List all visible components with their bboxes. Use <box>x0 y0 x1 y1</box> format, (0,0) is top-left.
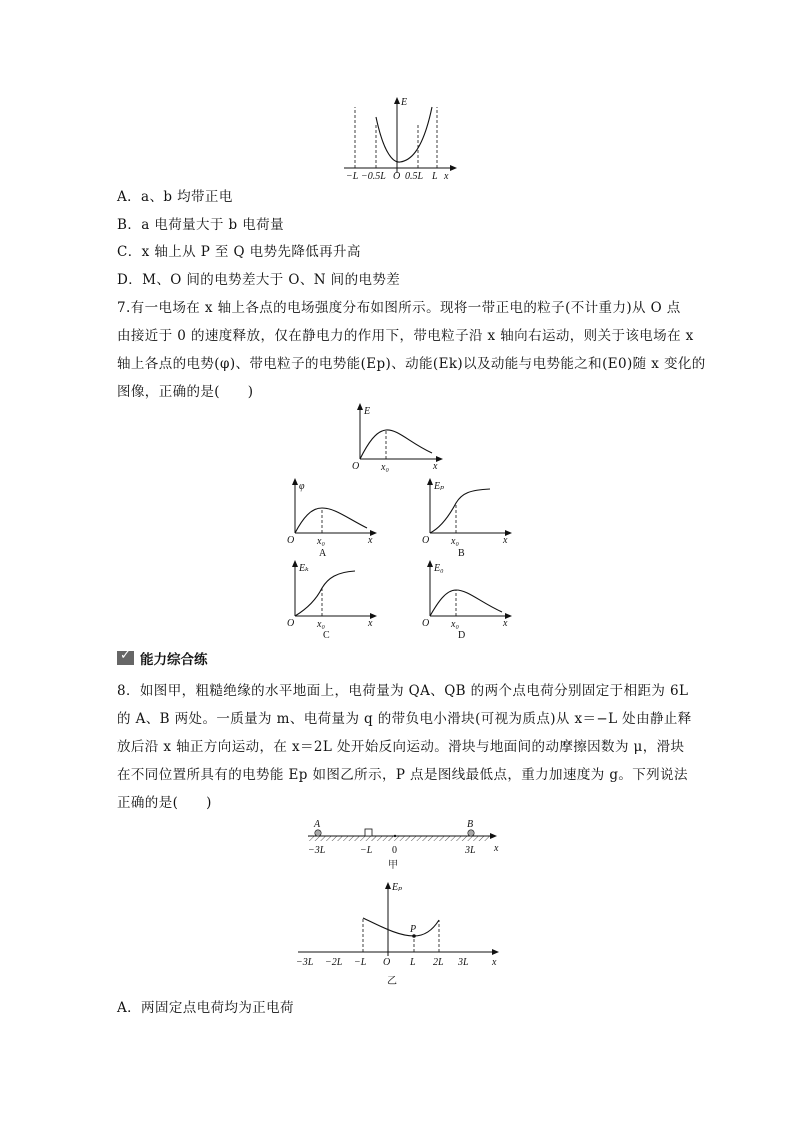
axis-label-x: x <box>433 461 438 472</box>
caption: D <box>458 630 466 641</box>
caption: C <box>323 630 330 641</box>
caption: A <box>319 548 327 559</box>
origin-label: O <box>352 461 360 472</box>
checkmark-icon <box>117 651 134 665</box>
tick-neg-l: −L <box>346 171 359 182</box>
axis-label: Eₚ <box>392 882 403 893</box>
q7-stem-line3: 轴上各点的电势(φ)、带电粒子的电势能(Ep)、动能(Ek)以及动能与电势能之和(E0)随 x 变化的 <box>117 356 706 372</box>
axis-label-x: x <box>444 171 449 182</box>
tick-zero: 0 <box>392 845 397 856</box>
tick-x0: x₀ <box>451 619 459 630</box>
axis-label-e: E <box>401 97 408 108</box>
q8-stem-line3: 放后沿 x 轴正方向运动，在 x＝2L 处开始反向运动。滑块与地面间的动摩擦因数为 μ，滑块 <box>117 739 685 755</box>
origin-label: O <box>287 618 295 629</box>
figure-q7-option-a <box>285 478 385 558</box>
caption: 乙 <box>387 976 397 987</box>
label-a: A <box>314 819 321 830</box>
axis-label-x: x <box>492 957 497 968</box>
origin-label: O <box>422 535 430 546</box>
point-p-label: P <box>410 924 417 935</box>
figure-q7-e-vs-x <box>348 403 448 473</box>
q8-stem-line1: 8．如图甲，粗糙绝缘的水平地面上，电荷量为 QA、QB 的两个点电荷分别固定于相距为 6L <box>117 683 689 699</box>
q6-option-b: B．a 电荷量大于 b 电荷量 <box>117 217 284 233</box>
caption: 甲 <box>388 860 398 871</box>
tick-3l: 3L <box>458 957 469 968</box>
tick-l: L <box>410 957 416 968</box>
q8-stem-line4: 在不同位置所具有的电势能 Ep 如图乙所示，P 点是图线最低点，重力加速度为 g。下列说法 <box>117 767 688 783</box>
tick-half-l: 0.5L <box>405 171 424 182</box>
q6-option-a: A．a、b 均带正电 <box>117 189 233 205</box>
tick-neg-l: −L <box>354 957 367 968</box>
origin-label: O <box>393 171 401 182</box>
axis-label-x: x <box>368 618 373 629</box>
section-title: 能力综合练 <box>140 652 208 668</box>
axis-label: φ <box>299 481 305 492</box>
origin-label: O <box>383 957 391 968</box>
tick-neg-2l: −2L <box>325 957 343 968</box>
caption: B <box>458 548 465 559</box>
axis-label: Eₖ <box>299 563 309 574</box>
q8-stem-line2: 的 A、B 两处。一质量为 m、电荷量为 q 的带负电小滑块(可视为质点)从 x＝−L 处由静止释 <box>117 711 692 727</box>
q7-stem-line2: 由接近于 0 的速度释放，仅在静电力的作用下，带电粒子沿 x 轴向右运动，则关于该电场在 x <box>117 328 694 344</box>
tick-3l: 3L <box>465 845 476 856</box>
q7-stem-line4: 图像，正确的是( ) <box>117 384 254 400</box>
tick-neg-3l: −3L <box>308 845 326 856</box>
axis-label-x: x <box>494 843 499 854</box>
q6-option-d: D．M、O 间的电势差大于 O、N 间的电势差 <box>117 272 401 288</box>
q8-option-a: A．两固定点电荷均为正电荷 <box>117 1000 294 1016</box>
tick-neg-3l: −3L <box>296 957 314 968</box>
origin-label: O <box>287 535 295 546</box>
tick-neg-l: −L <box>360 845 373 856</box>
figure-q7-option-c <box>285 560 385 640</box>
label-b: B <box>467 819 474 830</box>
figure-yi <box>292 880 508 990</box>
q8-stem-line5: 正确的是( ) <box>117 795 212 811</box>
figure-e-vs-x-top <box>340 95 460 185</box>
tick-x0: x₀ <box>317 619 325 630</box>
axis-label-x: x <box>503 535 508 546</box>
axis-label: Eₚ <box>434 481 445 492</box>
tick-2l: 2L <box>433 957 444 968</box>
figure-q7-option-b <box>420 478 520 558</box>
tick-x0: x₀ <box>317 536 325 547</box>
axis-label-x: x <box>368 535 373 546</box>
tick-neg-half-l: −0.5L <box>361 171 386 182</box>
figure-q7-option-d <box>420 560 520 640</box>
axis-label: E₀ <box>434 563 444 574</box>
q6-option-c: C．x 轴上从 P 至 Q 电势先降低再升高 <box>117 244 361 260</box>
tick-x0: x₀ <box>451 536 459 547</box>
tick-l: L <box>432 171 438 182</box>
axis-label-x: x <box>503 618 508 629</box>
origin-label: O <box>422 618 430 629</box>
tick-x0: x₀ <box>381 462 389 473</box>
section-header <box>117 648 208 668</box>
q7-stem-line1: 7.有一电场在 x 轴上各点的电场强度分布如图所示。现将一带正电的粒子(不计重力)从 O 点 <box>117 300 681 316</box>
figure-jia <box>298 818 508 876</box>
axis-label: E <box>364 406 371 417</box>
